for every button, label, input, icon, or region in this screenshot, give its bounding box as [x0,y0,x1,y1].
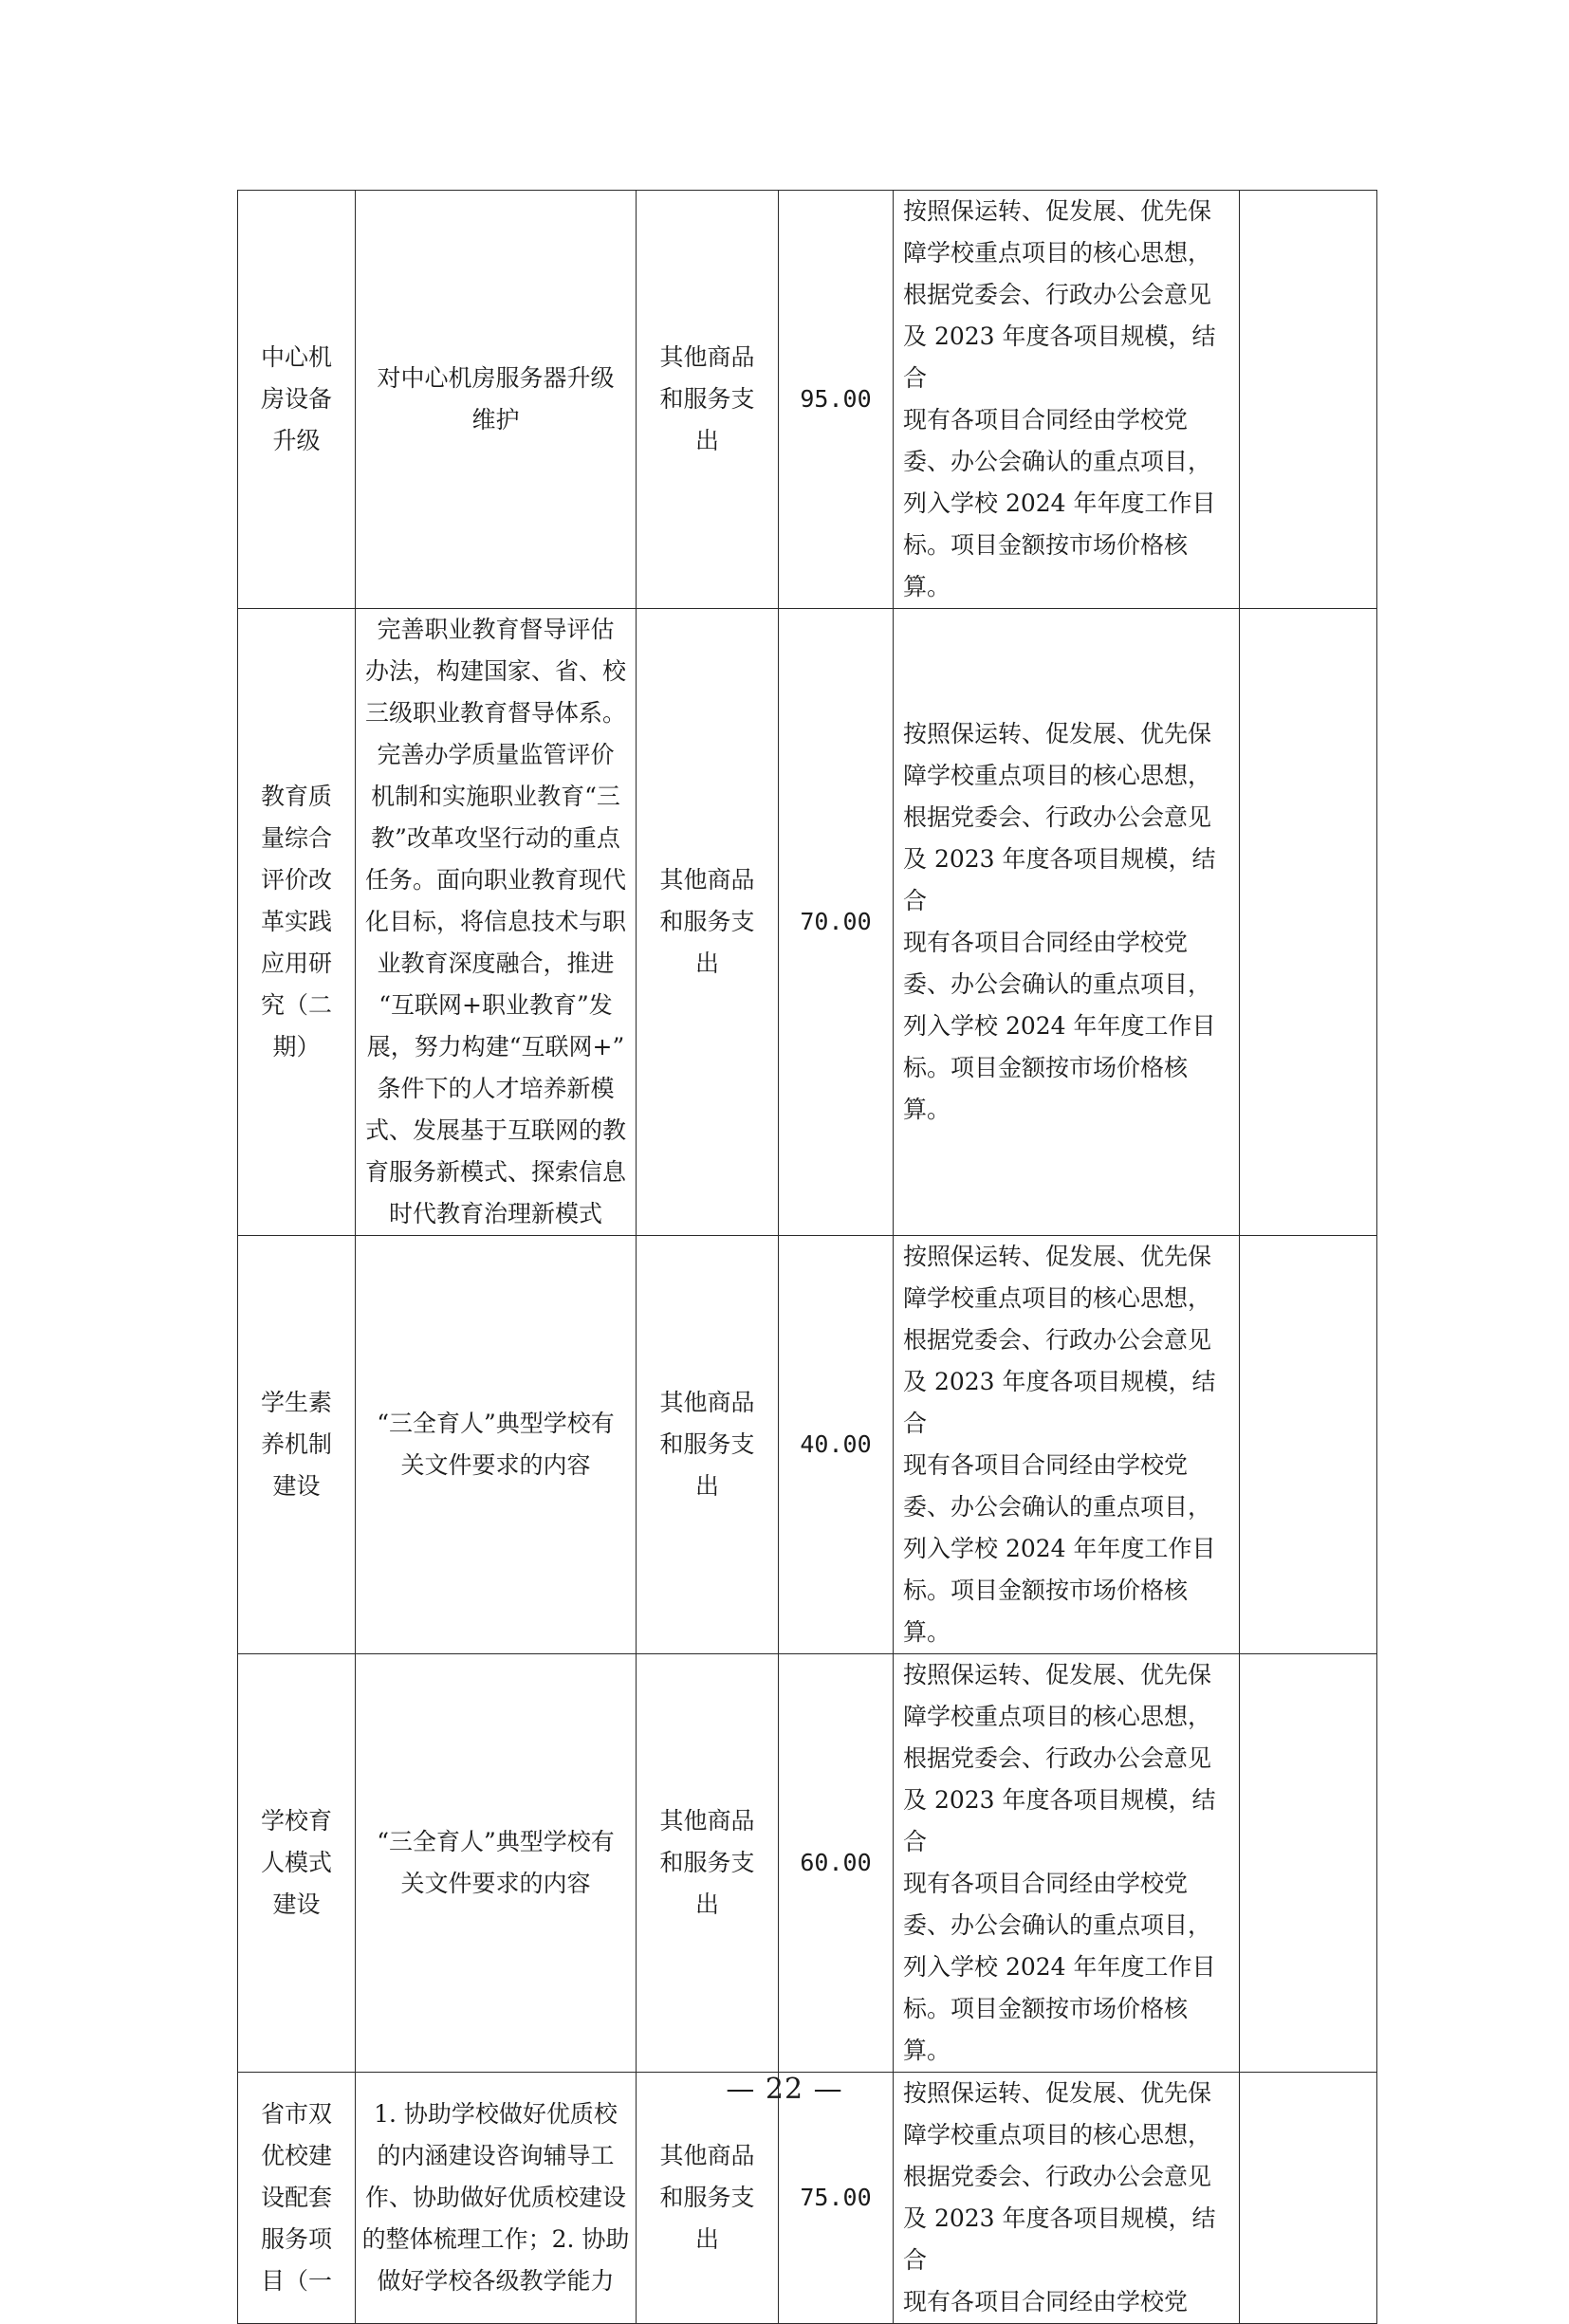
project-content-cell: 完善职业教育督导评估 办法，构建国家、省、校 三级职业教育督导体系。 完善办学质量监管评价 机制和实施职业教育“三 教”改革攻坚行动的重点 任务。面向职业教育现代 化目标，将信息技术与职 业教育深度融合，推进 “互联网+职业教育”发 展，努力构建“互联网+” 条件下的人才培养新模 式、发展基于互联网的教 育服务新模式、探索信息 时代教育治理新模式 [356,609,637,1236]
remark-cell [1240,2073,1377,2324]
remark-cell [1240,1654,1377,2073]
expense-category-cell: 其他商品 和服务支 出 [637,191,779,609]
page-number: — 22 — [726,2073,843,2106]
table-row [238,191,1377,609]
table-row [238,1236,1377,1654]
basis-cell: 按照保运转、促发展、优先保 障学校重点项目的核心思想， 根据党委会、行政办公会意见 及 2023 年度各项目规模，结合 现有各项目合同经由学校党 委、办公会确认的重点项目， 列入学校 2024 年年度工作目 标。项目金额按市场价格核算。 [894,1654,1240,2073]
expense-category-cell: 其他商品 和服务支 出 [637,1236,779,1654]
expense-category-cell: 其他商品 和服务支 出 [637,2073,779,2324]
project-content-cell: “三全育人”典型学校有 关文件要求的内容 [356,1654,637,2073]
basis-cell: 按照保运转、促发展、优先保 障学校重点项目的核心思想， 根据党委会、行政办公会意见 及 2023 年度各项目规模，结合 现有各项目合同经由学校党 委、办公会确认的重点项目， 列入学校 2024 年年度工作目 标。项目金额按市场价格核算。 [894,1236,1240,1654]
amount-cell: 40.00 [779,1236,894,1654]
project-content-cell: 1. 协助学校做好优质校 的内涵建设咨询辅导工 作、协助做好优质校建设 的整体梳理工作；2. 协助 做好学校各级教学能力 [356,2073,637,2324]
basis-cell: 按照保运转、促发展、优先保 障学校重点项目的核心思想， 根据党委会、行政办公会意见 及 2023 年度各项目规模，结合 现有各项目合同经由学校党 委、办公会确认的重点项目， 列入学校 2024 年年度工作目 标。项目金额按市场价格核算。 [894,609,1240,1236]
amount-cell: 75.00 [779,2073,894,2324]
project-name-cell: 中心机 房设备 升级 [238,191,356,609]
expense-category-cell: 其他商品 和服务支 出 [637,609,779,1236]
amount-cell: 70.00 [779,609,894,1236]
project-content-cell: 对中心机房服务器升级 维护 [356,191,637,609]
project-name-cell: 教育质 量综合 评价改 革实践 应用研 究（二 期） [238,609,356,1236]
remark-cell [1240,191,1377,609]
table-row [238,1654,1377,2073]
basis-cell: 按照保运转、促发展、优先保 障学校重点项目的核心思想， 根据党委会、行政办公会意见 及 2023 年度各项目规模，结合 现有各项目合同经由学校党 委、办公会确认的重点项目， 列入学校 2024 年年度工作目 标。项目金额按市场价格核算。 [894,191,1240,609]
remark-cell [1240,1236,1377,1654]
table-row [238,2073,1377,2324]
basis-cell: 按照保运转、促发展、优先保 障学校重点项目的核心思想， 根据党委会、行政办公会意见 及 2023 年度各项目规模，结合 现有各项目合同经由学校党 [894,2073,1240,2324]
project-name-cell: 省市双 优校建 设配套 服务项 目（一 [238,2073,356,2324]
amount-cell: 60.00 [779,1654,894,2073]
expense-category-cell: 其他商品 和服务支 出 [637,1654,779,2073]
budget-project-table [237,190,1377,2324]
amount-cell: 95.00 [779,191,894,609]
project-name-cell: 学校育 人模式 建设 [238,1654,356,2073]
table-row [238,609,1377,1236]
remark-cell [1240,609,1377,1236]
project-content-cell: “三全育人”典型学校有 关文件要求的内容 [356,1236,637,1654]
project-name-cell: 学生素 养机制 建设 [238,1236,356,1654]
